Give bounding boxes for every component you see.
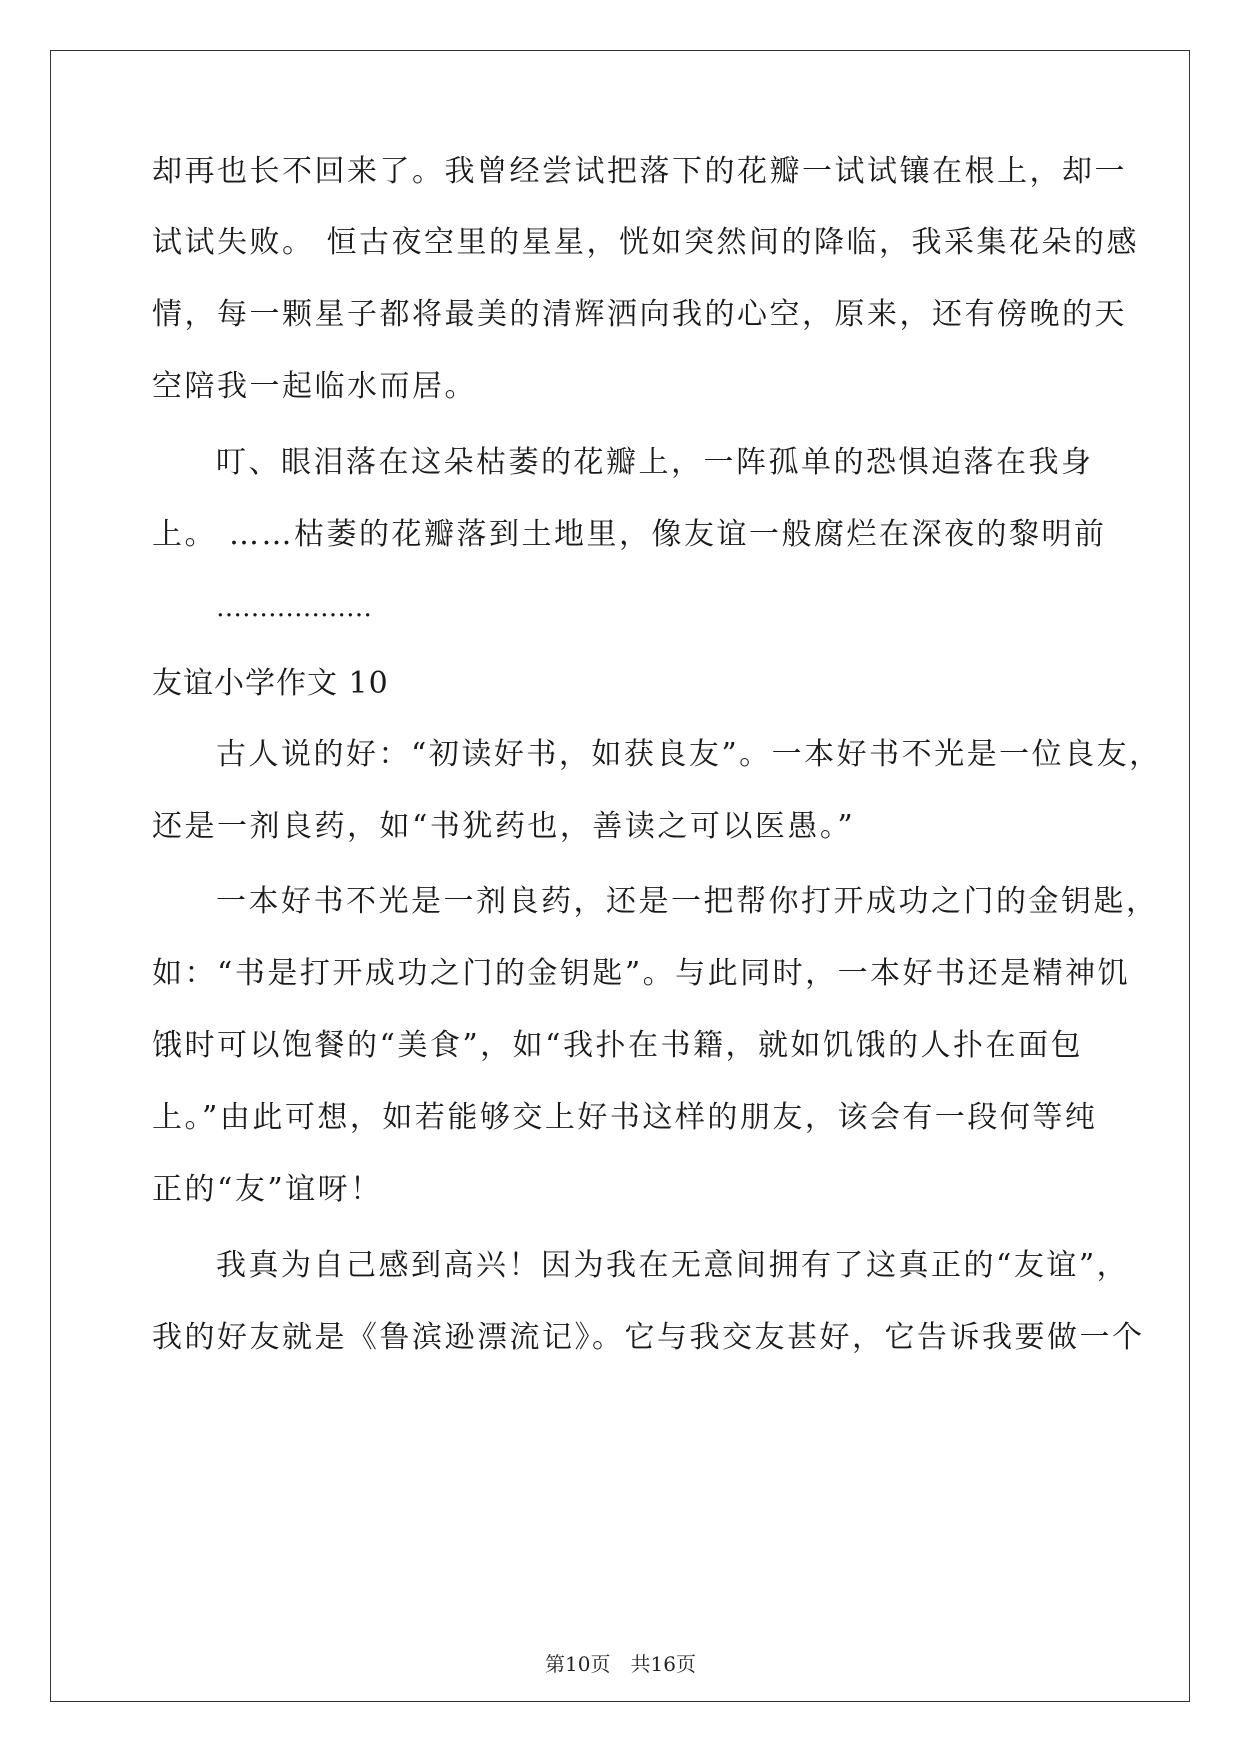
paragraph-line: 饿时可以饱餐的“美食”，如“我扑在书籍，就如饥饿的人扑在面包: [152, 1028, 1084, 1063]
paragraph-line: 一本好书不光是一剂良药，还是一把帮你打开成功之门的金钥匙，: [216, 884, 1159, 919]
paragraph-line: 还是一剂良药，如“书犹药也，善读之可以医愚。”: [152, 809, 856, 844]
paragraph-line: 叮、眼泪落在这朵枯萎的花瓣上，一阵孤单的恐惧迫落在我身: [216, 445, 1094, 480]
ellipsis-line: ………………: [216, 593, 372, 623]
section-heading: 友谊小学作文 10: [152, 666, 389, 701]
paragraph-line: 古人说的好：“初读好书，如获良友”。一本好书不光是一位良友，: [216, 737, 1162, 772]
paragraph-line: 上。”由此可想，如若能够交上好书这样的朋友，该会有一段何等纯: [152, 1100, 1098, 1135]
paragraph-line: 我的好友就是《鲁滨逊漂流记》。它与我交友甚好，它告诉我要做一个: [152, 1320, 1145, 1355]
paragraph-line: 上。 ……枯萎的花瓣落到土地里，像友谊一般腐烂在深夜的黎明前: [152, 517, 1107, 552]
paragraph-line: 情，每一颗星子都将最美的清辉洒向我的心空，原来，还有傍晚的天: [152, 297, 1127, 332]
paragraph-line: 却再也长不回来了。我曾经尝试把落下的花瓣一试试镶在根上，却一: [152, 154, 1127, 189]
paragraph-line: 我真为自己感到高兴！因为我在无意间拥有了这真正的“友谊”，: [216, 1248, 1130, 1283]
paragraph-line: 空陪我一起临水而居。: [152, 369, 477, 404]
paragraph-line: 正的“友”谊呀！: [152, 1172, 383, 1207]
page-number: 第10页 共16页: [545, 1652, 696, 1676]
paragraph-line: 如：“书是打开成功之门的金钥匙”。与此同时，一本好书还是精神饥: [152, 956, 1131, 991]
paragraph-line: 试试失败。 恒古夜空里的星星，恍如突然间的降临，我采集花朵的感: [152, 225, 1140, 260]
